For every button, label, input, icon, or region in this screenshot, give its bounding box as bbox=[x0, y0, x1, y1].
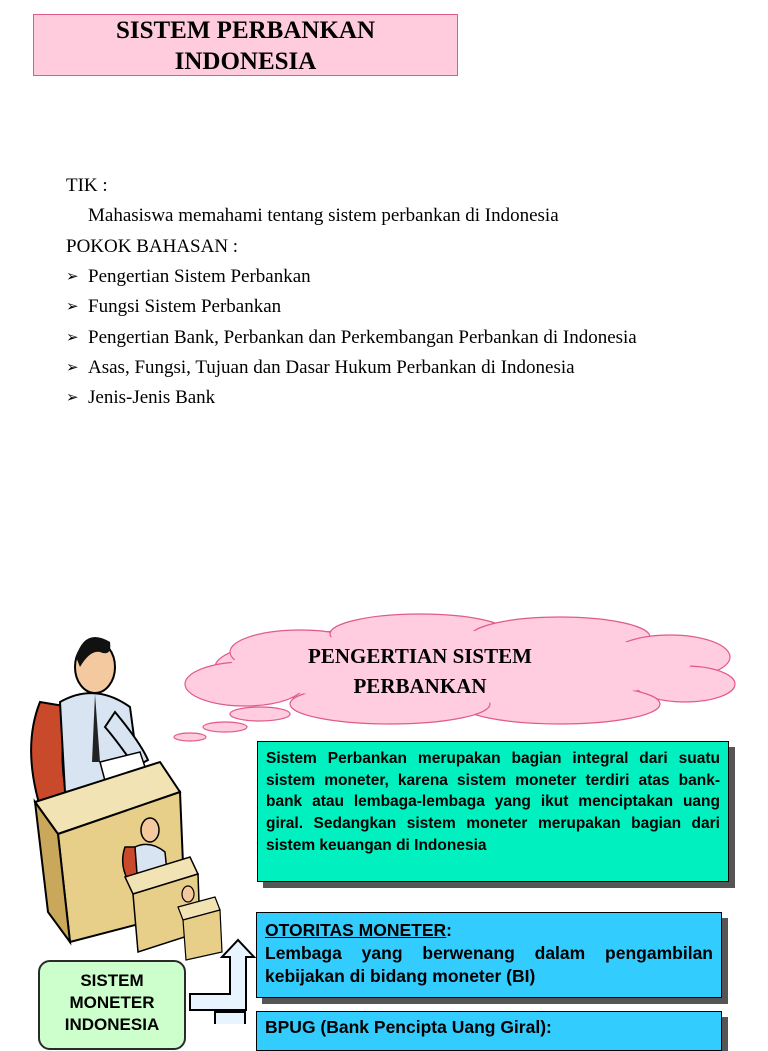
otoritas-text: Lembaga yang berwenang dalam pengambilan kebijakan di bidang moneter (BI) bbox=[265, 943, 713, 986]
bpug-text: BPUG (Bank Pencipta Uang Giral): bbox=[265, 1017, 552, 1037]
list-item bbox=[66, 322, 746, 352]
bpug-box bbox=[256, 1011, 722, 1051]
arrowhead-bullet-icon: ➢ bbox=[66, 299, 79, 316]
tik-label: TIK : bbox=[66, 175, 108, 196]
list-item bbox=[66, 262, 746, 292]
tik-text: Mahasiswa memahami tentang sistem perbankan di Indonesia bbox=[88, 205, 559, 227]
sistem-moneter-line-2: MONETER bbox=[69, 993, 155, 1012]
arrowhead-bullet-icon: ➢ bbox=[66, 269, 79, 286]
list-item bbox=[66, 353, 746, 383]
sistem-moneter-box bbox=[38, 960, 186, 1050]
pokok-bahasan-label: POKOK BAHASAN : bbox=[66, 235, 239, 257]
arrowhead-bullet-icon: ➢ bbox=[66, 359, 79, 376]
list-item-text: Fungsi Sistem Perbankan bbox=[88, 296, 282, 318]
arrowhead-bullet-icon: ➢ bbox=[66, 390, 79, 407]
otoritas-colon: : bbox=[446, 920, 452, 940]
list-item bbox=[66, 383, 746, 413]
title-line-1: SISTEM PERBANKAN bbox=[115, 17, 376, 44]
cloud-title bbox=[270, 641, 570, 701]
list-item-text: Pengertian Sistem Perbankan bbox=[88, 266, 311, 288]
title-line-2: INDONESIA bbox=[174, 48, 317, 75]
list-item bbox=[66, 292, 746, 322]
list-item-text: Pengertian Bank, Perbankan dan Perkembangan Perbankan di Indonesia bbox=[88, 326, 637, 348]
sistem-moneter-line-1: SISTEM bbox=[80, 971, 144, 990]
slide-title bbox=[33, 14, 458, 76]
list-item-text: Jenis-Jenis Bank bbox=[88, 387, 216, 409]
cloud-title-line-1: PENGERTIAN SISTEM bbox=[308, 644, 532, 668]
list-item-text: Asas, Fungsi, Tujuan dan Dasar Hukum Perbankan di Indonesia bbox=[88, 356, 575, 378]
otoritas-moneter-box bbox=[256, 912, 722, 998]
definition-text: Sistem Perbankan merupakan bagian integral dari suatu sistem moneter, karena sistem moneter terdiri atas bank-bank atau lembaga-lembaga yang ikut menciptakan uang giral. Sedangkan sistem moneter merupakan bagian dari sistem keuangan di Indonesia bbox=[266, 750, 720, 854]
arrowhead-bullet-icon: ➢ bbox=[66, 329, 79, 346]
sistem-moneter-line-3: INDONESIA bbox=[64, 1015, 160, 1034]
definition-box bbox=[257, 741, 729, 882]
slide-content bbox=[66, 171, 746, 413]
cloud-title-line-2: PERBANKAN bbox=[353, 674, 487, 698]
otoritas-heading: OTORITAS MONETER bbox=[265, 920, 447, 940]
